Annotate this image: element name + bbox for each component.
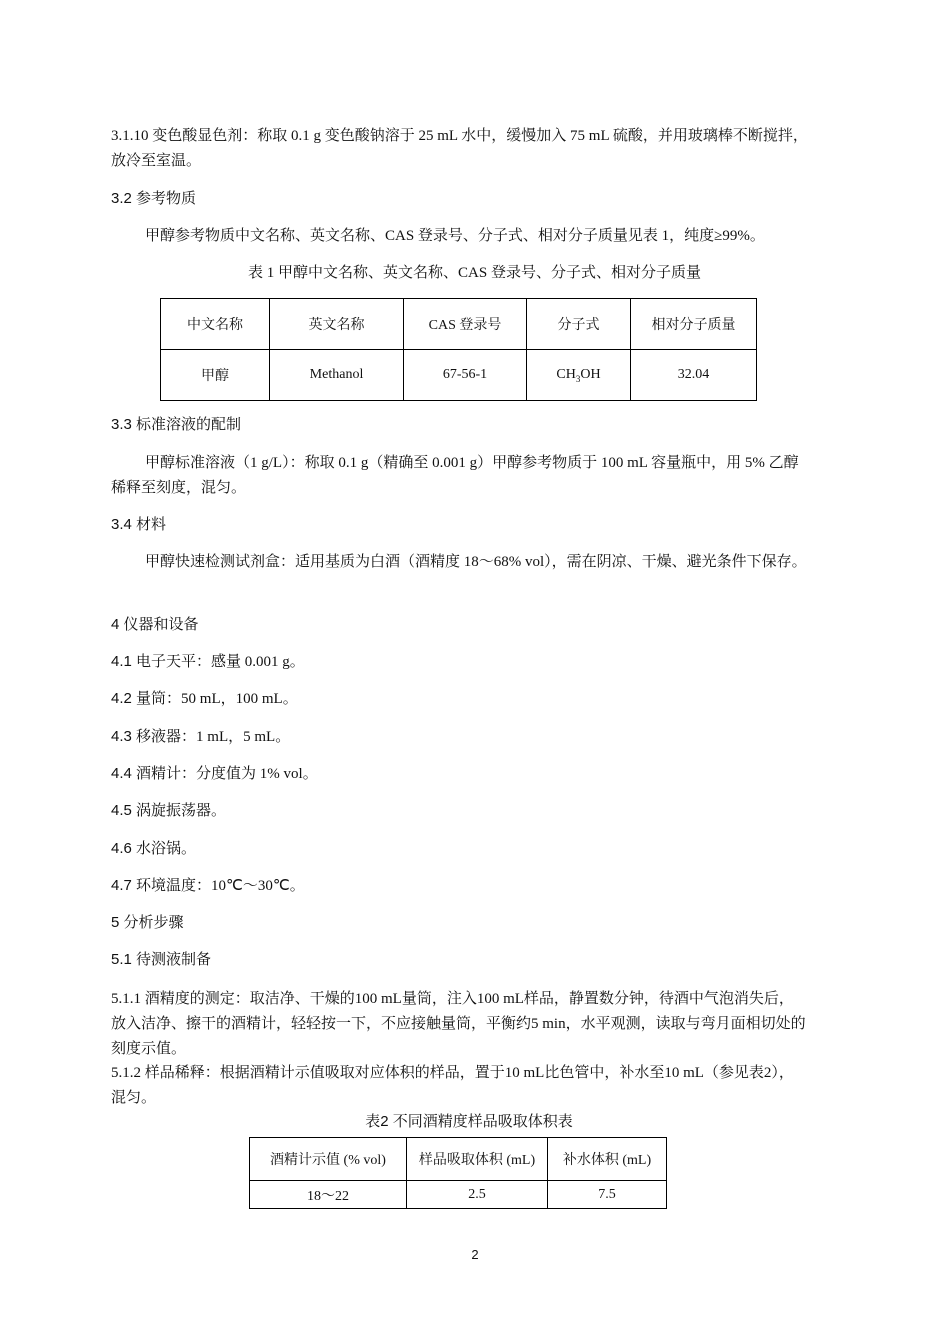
table-1-cell-formula (527, 350, 631, 401)
paragraph-3-1-10 (111, 124, 811, 174)
table-2-header-cell: 补水体积 (mL) (548, 1138, 667, 1181)
item-label: 4.4 酒精计：分度值为 (111, 765, 257, 782)
heading-3-3: 3.3 标准溶液的配制 (111, 416, 242, 433)
formula-subscript: 3 (575, 373, 581, 384)
item-label: 4.5 涡旋振荡器。 (111, 802, 227, 819)
list-item (111, 838, 196, 860)
list-item (111, 726, 290, 748)
table-1-header-cell: 相对分子质量 (631, 299, 757, 350)
table-row (161, 350, 757, 401)
heading-5-1: 5.1 待测液制备 (111, 951, 212, 968)
heading-4: 4 仪器和设备 (111, 616, 199, 633)
table-1-cell-cas: 67-56-1 (404, 350, 527, 401)
list-item (111, 688, 298, 710)
list-item (111, 875, 305, 897)
item-value: 1 mL，5 mL。 (196, 729, 291, 745)
table-1-header-cell: 英文名称 (270, 299, 404, 350)
table-1-cell-mw: 32.04 (631, 350, 757, 401)
table-row (250, 1181, 667, 1209)
heading-5: 5 分析步骤 (111, 914, 184, 931)
table-1-header-cell: 中文名称 (161, 299, 270, 350)
list-item (111, 763, 318, 785)
table-2-caption: 表2 不同酒精度样品吸取体积表 (365, 1113, 573, 1130)
paragraph-3-2: 甲醇参考物质中文名称、英文名称、CAS 登录号、分子式、相对分子质量见表 1，纯度≥99%。 (145, 228, 765, 244)
paragraph-5-1-2: 5.1.2 样品稀释：根据酒精计示值吸取对应体积的样品，置于10 mL比色管中，补水至10 mL（参见表2），混匀。 (111, 1065, 794, 1106)
label-3-1-10: 3.1.10 变色酸显色剂： (111, 128, 258, 144)
item-label: 4.3 移液器： (111, 728, 197, 745)
table-1-cell-en-name: Methanol (270, 350, 404, 401)
table-1 (160, 298, 757, 401)
table-2-header-cell: 酒精计示值 (% vol) (250, 1138, 407, 1181)
table-1-header-cell: CAS 登录号 (404, 299, 527, 350)
table-2-header-cell: 样品吸取体积 (mL) (407, 1138, 548, 1181)
paragraph-3-4: 甲醇快速检测试剂盒：适用基质为白酒（酒精度 18～68% vol），需在阴凉、干燥、避光条件下保存。 (145, 554, 807, 570)
paragraph-5-1-1: 5.1.1 酒精度的测定：取洁净、干燥的100 mL量筒，注入100 mL样品，静置数分钟，待酒中气泡消失后，放入洁净、擦干的酒精计，轻轻按一下，不应接触量筒，平衡约5 min，水平观测，读取与弯月面相切处的刻度示值。 (111, 991, 806, 1057)
item-label: 4.2 量筒： (111, 690, 182, 707)
paragraph-3-3: 甲醇标准溶液（1 g/L）：称取 0.1 g（精确至 0.001 g）甲醇参考物质于 100 mL 容量瓶中，用 5% 乙醇稀释至刻度，混匀。 (111, 455, 799, 496)
page-number: 2 (471, 1247, 479, 1262)
table-1-cell-cn-name: 甲醇 (161, 350, 270, 401)
table-1-caption: 表 1 甲醇中文名称、英文名称、CAS 登录号、分子式、相对分子质量 (248, 265, 701, 281)
formula-part-b: OH (580, 366, 601, 382)
table-2-cell: 2.5 (407, 1181, 548, 1209)
table-1-header-cell: 分子式 (527, 299, 631, 350)
table-2-header-row (250, 1138, 667, 1181)
item-label: 4.1 电子天平： (111, 653, 212, 670)
heading-3-4: 3.4 材料 (111, 516, 167, 533)
formula-part-a: CH (556, 366, 576, 382)
text-3-1-10: 称取 0.1 g 变色酸钠溶于 25 mL 水中，缓慢加入 75 mL 硫酸，并用玻璃棒不断搅拌，放冷至室温。 (111, 128, 808, 169)
item-label: 4.6 水浴锅。 (111, 840, 197, 857)
item-value: 感量 0.001 g。 (211, 654, 305, 670)
table-2-cell: 18～22 (250, 1181, 407, 1209)
heading-3-2: 3.2 参考物质 (111, 190, 197, 207)
table-2 (249, 1137, 667, 1209)
table-1-header-row (161, 299, 757, 350)
item-value: 10℃～30℃。 (211, 878, 305, 894)
table-2-cell: 7.5 (548, 1181, 667, 1209)
item-value: 1% vol。 (256, 766, 318, 782)
item-label: 4.7 环境温度： (111, 877, 212, 894)
list-item (111, 800, 226, 822)
item-value: 50 mL，100 mL。 (181, 691, 298, 707)
list-item (111, 651, 305, 673)
